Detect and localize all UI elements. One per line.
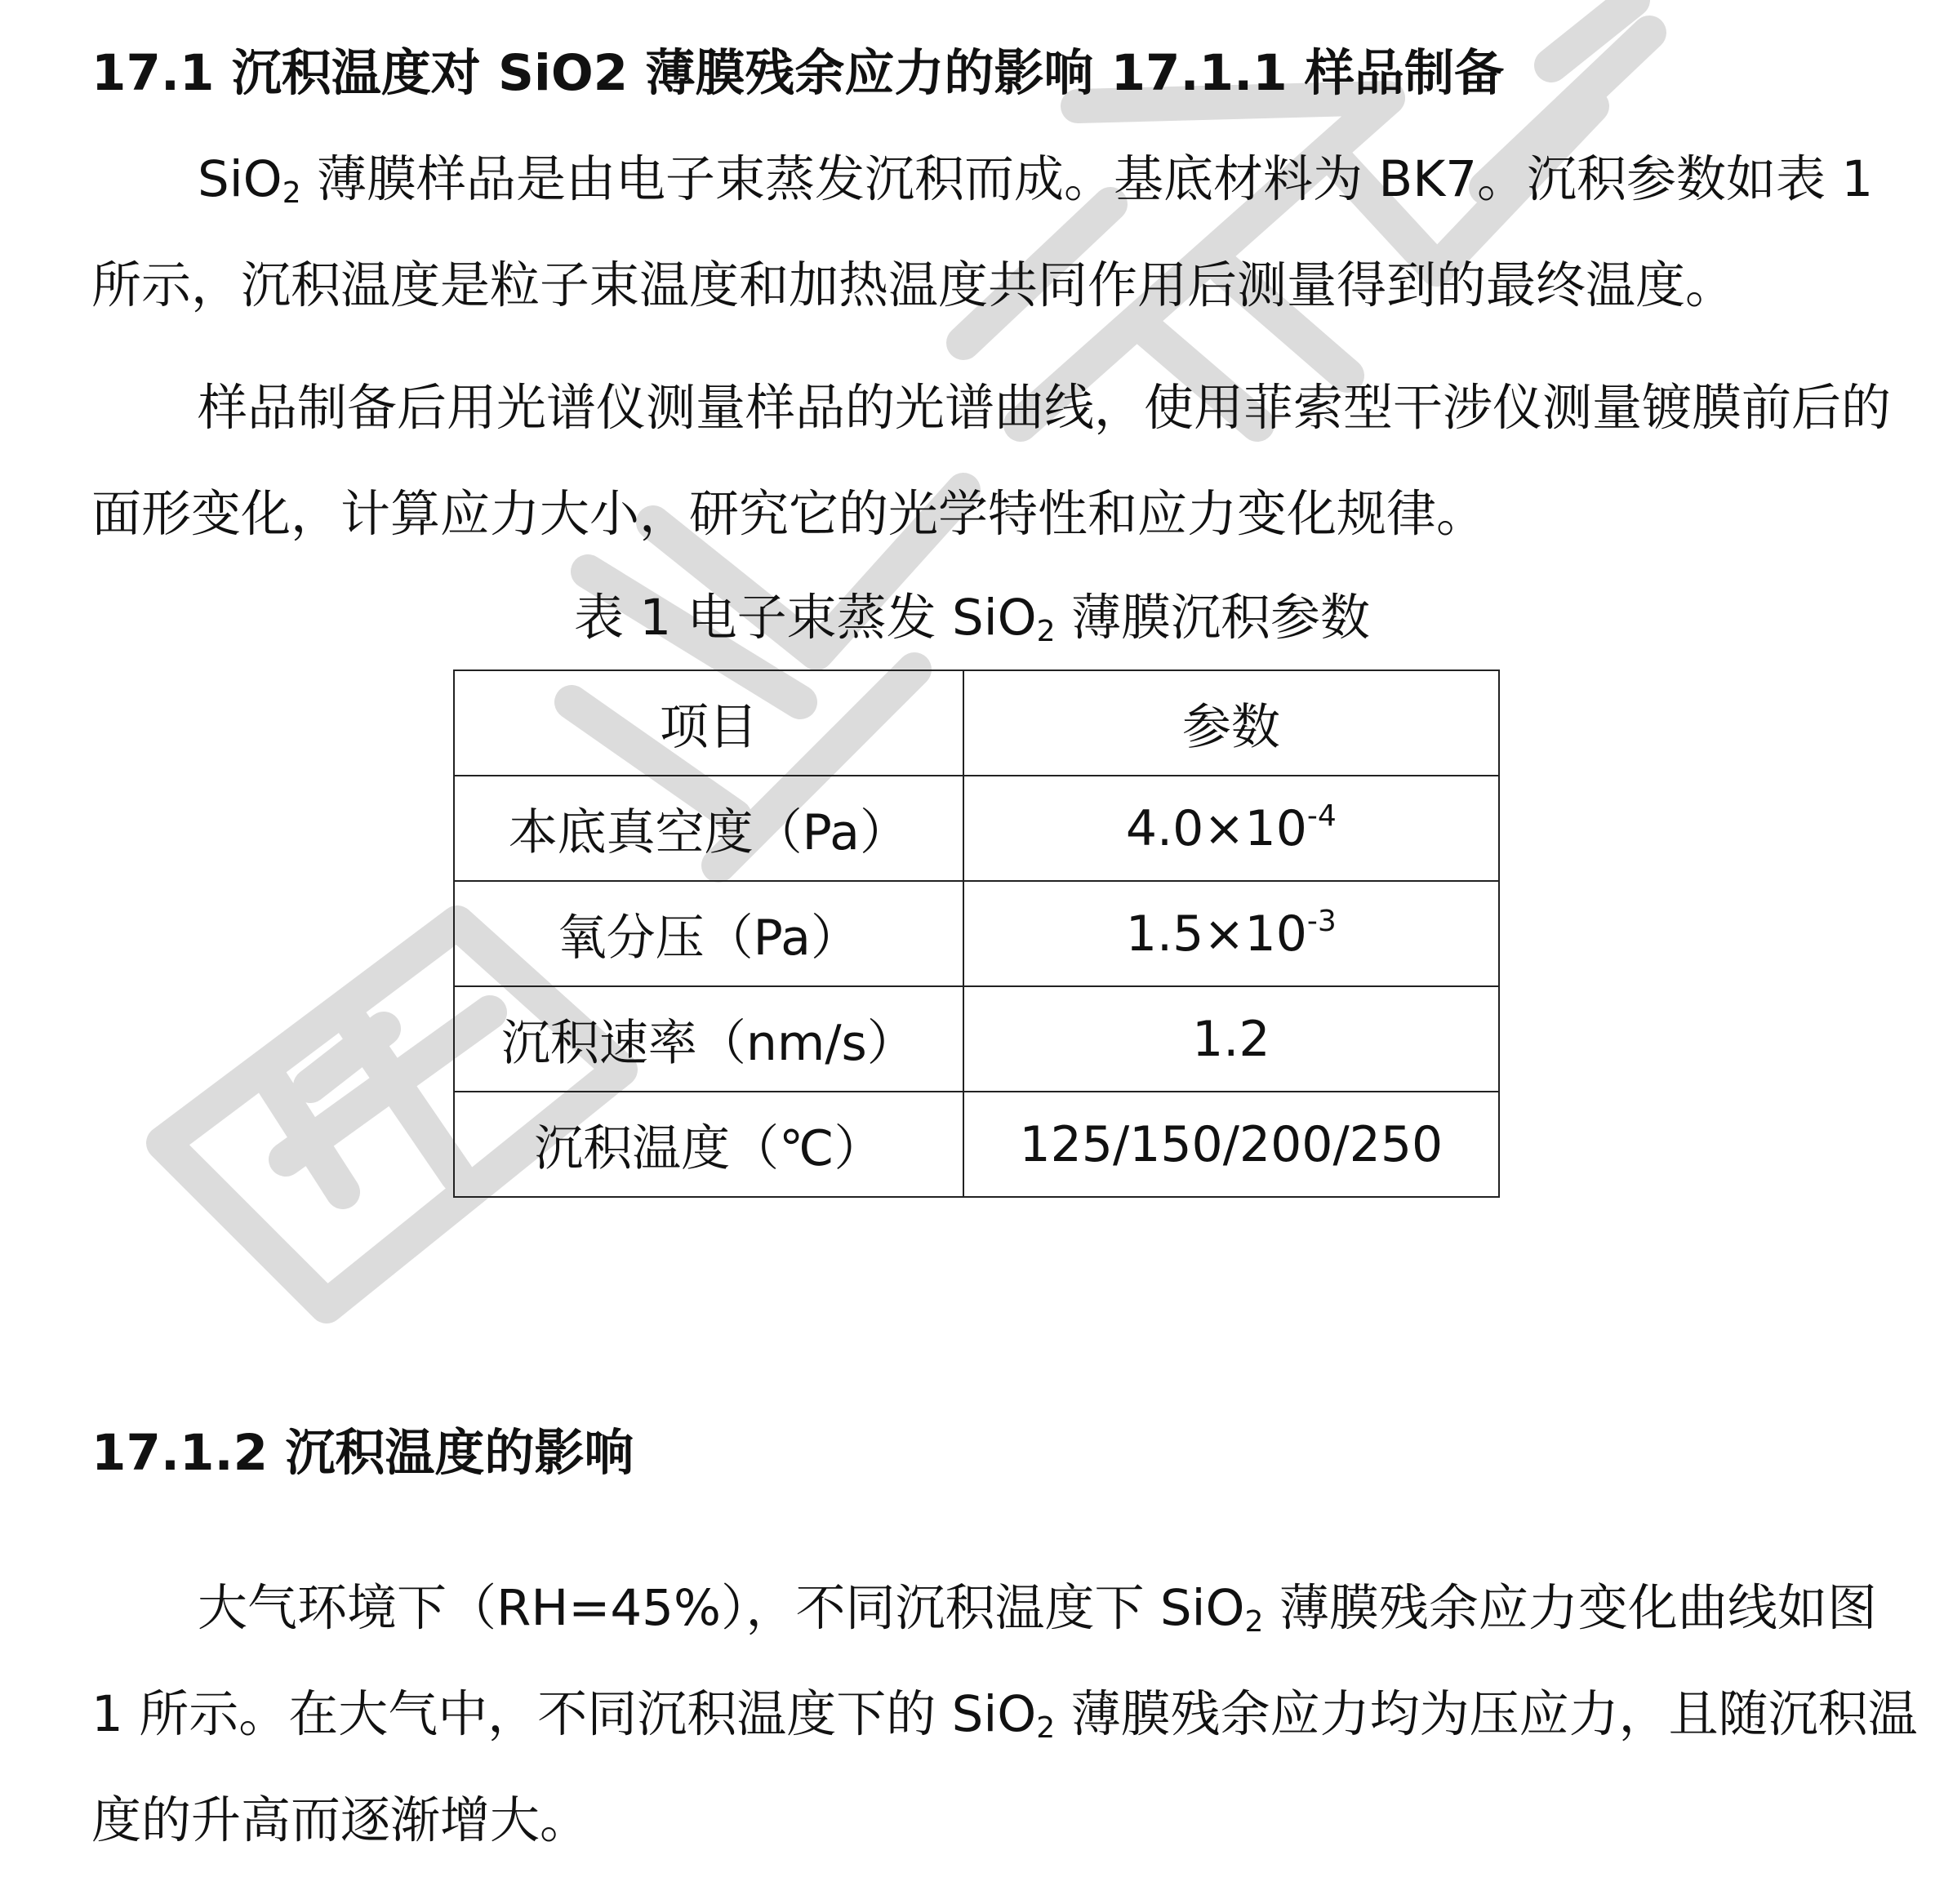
table-row: [454, 881, 1499, 986]
caption-subscript: 2: [1036, 615, 1056, 648]
section-heading: 17.1 沉积温度对 SiO2 薄膜残余应力的影响 17.1.1 样品制备: [91, 44, 1504, 102]
para1-text-a: SiO: [198, 150, 282, 208]
table-cell-item: 沉积温度（℃）: [454, 1092, 963, 1197]
table-cell-item: 氧分压（Pa）: [454, 881, 963, 986]
value-base: 1.5×10: [1125, 905, 1307, 963]
para3-text-b: 薄膜残余应力变化曲线如图 1 所示。在大气中，不同沉积温度下的 SiO: [91, 1579, 1877, 1743]
para3-text-c: 薄膜残余应力均为压应力，且随沉积温度的升高而逐渐增大。: [91, 1685, 1918, 1849]
table-cell-value: 1.2: [963, 986, 1499, 1092]
value-base: 4.0×10: [1125, 799, 1307, 857]
para3-subscript-a: 2: [1244, 1605, 1264, 1639]
value-exponent: -3: [1306, 904, 1337, 938]
caption-text-a: 表 1 电子束蒸发 SiO: [574, 589, 1037, 647]
subsection-heading: 17.1.2 沉积温度的影响: [91, 1424, 634, 1482]
table-cell-item: 沉积速率（nm/s）: [454, 986, 963, 1092]
table-header-param: 参数: [963, 670, 1499, 776]
table-row: [454, 986, 1499, 1092]
table-cell-value: [963, 776, 1499, 881]
table-cell-item: 本底真空度（Pa）: [454, 776, 963, 881]
para3-text-a: 大气环境下（RH=45%），不同沉积温度下 SiO: [198, 1579, 1245, 1637]
paragraph-measurement: 样品制备后用光谱仪测量样品的光谱曲线，使用菲索型干涉仪测量镀膜前后的面形变化，计算应力大小，研究它的光学特性和应力变化规律。: [91, 379, 1892, 543]
table-header-row: [454, 670, 1499, 776]
value-exponent: -4: [1306, 799, 1337, 833]
table-header-item: 项目: [454, 670, 963, 776]
para1-text-b: 薄膜样品是由电子束蒸发沉积而成。基底材料为 BK7。沉积参数如表 1 所示，沉积温度是粒子束温度和加热温度共同作用后测量得到的最终温度。: [91, 150, 1874, 314]
table-cell-value: [963, 881, 1499, 986]
paragraph-sample-prep: [91, 127, 1920, 339]
table-row: [454, 1092, 1499, 1197]
caption-text-b: 薄膜沉积参数: [1055, 589, 1370, 647]
deposition-parameters-table: [453, 670, 1500, 1198]
table-caption: [0, 585, 1944, 651]
table-row: [454, 776, 1499, 881]
table-cell-value: 125/150/200/250: [963, 1092, 1499, 1197]
paragraph-temperature-effect: [91, 1555, 1920, 1874]
para1-subscript: 2: [282, 176, 301, 210]
para3-subscript-b: 2: [1036, 1711, 1056, 1745]
